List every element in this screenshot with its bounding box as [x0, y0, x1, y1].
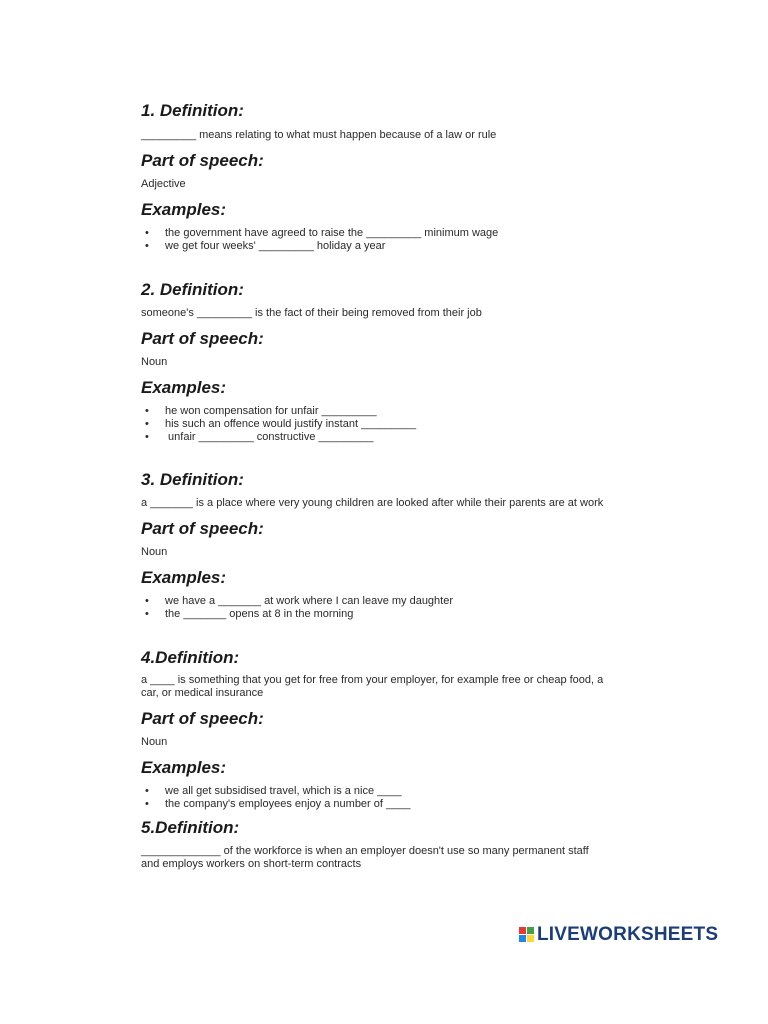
bullet-icon: •: [145, 785, 149, 797]
example-item: [145, 240, 385, 252]
part-of-speech-heading-2: Part of speech:: [141, 329, 264, 348]
example-item: [145, 798, 410, 810]
bullet-icon: •: [145, 595, 149, 607]
logo-mark-icon: [519, 927, 535, 943]
example-item: [145, 418, 416, 430]
example-item: [145, 608, 353, 620]
part-of-speech-value-1: Adjective: [141, 178, 186, 190]
logo-mark-square: [527, 935, 534, 942]
part-of-speech-value-2: Noun: [141, 356, 168, 368]
bullet-icon: •: [145, 608, 149, 620]
example-text: the government have agreed to raise the _________ minimum wage: [165, 227, 499, 239]
definition-text-4-line1: a ____ is something that you get for free from your employer, for example free or cheap food, a: [141, 674, 604, 686]
definition-heading-4: 4.Definition:: [141, 648, 240, 667]
example-item: [145, 431, 374, 443]
examples-heading-3: Examples:: [141, 568, 227, 587]
example-text: he won compensation for unfair _________: [165, 405, 377, 417]
examples-heading-1: Examples:: [141, 200, 227, 219]
part-of-speech-heading-1: Part of speech:: [141, 151, 264, 170]
part-of-speech-value-4: Noun: [141, 736, 168, 748]
bullet-icon: •: [145, 405, 149, 417]
part-of-speech-heading-4: Part of speech:: [141, 709, 264, 728]
example-text: we have a _______ at work where I can leave my daughter: [165, 595, 454, 607]
definition-text-4-line2: car, or medical insurance: [141, 687, 264, 699]
example-item: [145, 227, 498, 239]
example-item: [145, 405, 377, 417]
bullet-icon: •: [145, 240, 149, 252]
definition-text-5-line1: _____________ of the workforce is when an employer doesn't use so many permanent staff: [141, 845, 589, 857]
example-text: the company's employees enjoy a number of ____: [165, 798, 411, 810]
example-text: his such an offence would justify instant _________: [165, 418, 417, 430]
example-item: [145, 595, 453, 607]
example-text: we all get subsidised travel, which is a nice ____: [165, 785, 402, 797]
example-text: the _______ opens at 8 in the morning: [165, 608, 354, 620]
logo-mark-square: [527, 927, 534, 934]
definition-heading-3: 3. Definition:: [141, 470, 244, 489]
part-of-speech-value-3: Noun: [141, 546, 168, 558]
definition-text-1: _________ means relating to what must happen because of a law or rule: [141, 129, 497, 141]
examples-heading-4: Examples:: [141, 758, 227, 777]
part-of-speech-heading-3: Part of speech:: [141, 519, 264, 538]
bullet-icon: •: [145, 418, 149, 430]
example-item: [145, 785, 402, 797]
definition-heading-5: 5.Definition:: [141, 818, 240, 837]
definition-text-2: someone's _________ is the fact of their being removed from their job: [141, 307, 482, 319]
definition-text-5-line2: and employs workers on short-term contracts: [141, 858, 362, 870]
bullet-icon: •: [145, 798, 149, 810]
liveworksheets-logo[interactable]: [519, 924, 718, 946]
bullet-icon: •: [145, 431, 149, 443]
definition-heading-2: 2. Definition:: [141, 280, 244, 299]
definition-heading-1: 1. Definition:: [141, 101, 244, 120]
examples-heading-2: Examples:: [141, 378, 227, 397]
bullet-icon: •: [145, 227, 149, 239]
definition-text-3: a _______ is a place where very young children are looked after while their parents are at work: [141, 497, 604, 509]
logo-text: LIVEWORKSHEETS: [537, 924, 719, 945]
example-text: unfair _________ constructive _________: [165, 431, 374, 443]
logo-mark-square: [519, 935, 526, 942]
example-text: we get four weeks' _________ holiday a year: [165, 240, 386, 252]
logo-mark-square: [519, 927, 526, 934]
